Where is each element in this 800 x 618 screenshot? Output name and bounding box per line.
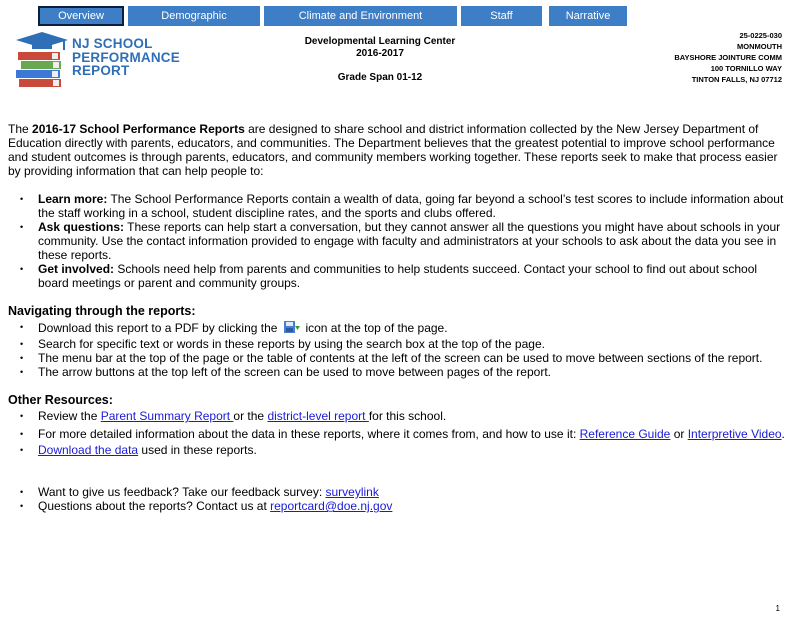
list-item — [8, 351, 788, 365]
bullet-text: for this school. — [368, 409, 447, 423]
tab-demographic[interactable]: Demographic — [128, 6, 260, 26]
nj-spr-logo — [12, 28, 187, 90]
intro-bold: 2016-17 School Performance Reports — [32, 122, 245, 136]
list-item — [8, 220, 788, 262]
list-item — [8, 337, 788, 351]
page-number: 1 — [775, 604, 780, 613]
school-code: 25-0225-030 — [739, 31, 782, 40]
intro-pre: The — [8, 122, 33, 136]
feedback-list — [8, 485, 788, 513]
list-item — [8, 485, 788, 499]
list-item — [8, 499, 788, 513]
district-level-report-link[interactable]: district-level report — [267, 409, 369, 423]
bullet-text: The arrow buttons at the top left of the screen can be used to move between pages of the report. — [38, 365, 551, 379]
help-list — [8, 192, 788, 290]
pdf-download-icon[interactable] — [283, 320, 301, 337]
other-resources-heading: Other Resources: — [8, 393, 113, 407]
tab-climate-environment[interactable]: Climate and Environment — [264, 6, 457, 26]
bullet-text: The School Performance Reports contain a wealth of data, going far beyond a school’s test scores to include information about the staff working in a school, student discipline rates, and the sports and clubs offered. — [38, 192, 784, 220]
navigating-heading: Navigating through the reports: — [8, 304, 196, 318]
bullet-text: . — [781, 427, 785, 441]
bullet-text: Schools need help from parents and communities to help students succeed. Contact your school to find out about school board meetings or parent and community groups. — [38, 262, 758, 290]
list-item — [8, 443, 788, 457]
intro-paragraph — [8, 122, 788, 178]
bullet-label: Learn more: — [38, 192, 108, 206]
download-data-link[interactable]: Download the data — [38, 443, 139, 457]
logo-line3: REPORT — [72, 63, 130, 78]
list-item — [8, 409, 788, 423]
street-address: 100 TORNILLO WAY — [710, 64, 782, 73]
bullet-text: or the — [233, 409, 268, 423]
books-graduation-cap-icon — [12, 28, 72, 90]
interpretive-video-link[interactable]: Interpretive Video — [687, 427, 782, 441]
bullet-label: Ask questions: — [38, 220, 125, 234]
reference-guide-link[interactable]: Reference Guide — [579, 427, 671, 441]
tab-narrative[interactable]: Narrative — [549, 6, 627, 26]
school-name: Developmental Learning Center — [304, 36, 456, 47]
bullet-text: Want to give us feedback? Take our feedback survey: — [38, 485, 326, 499]
city-state-zip: TINTON FALLS, NJ 07712 — [691, 75, 782, 84]
list-item — [8, 262, 788, 290]
resources-list — [8, 409, 788, 457]
contact-email-link[interactable]: reportcard@doe.nj.gov — [270, 499, 393, 513]
bullet-text: These reports can help start a conversation, but they cannot answer all the questions you might have about schools in your community. Use the contact information provided to engage with faculty and administrators at your schools to ask about the data you see in these reports. — [38, 220, 781, 262]
school-year: 2016-2017 — [356, 48, 404, 59]
navigating-list — [8, 320, 788, 379]
bullet-text: Review the — [38, 409, 101, 423]
bullet-text: icon at the top of the page. — [305, 321, 448, 335]
bullet-text: For more detailed information about the data in these reports, where it comes from, and how to use it: — [38, 427, 580, 441]
parent-summary-report-link[interactable]: Parent Summary Report — [100, 409, 234, 423]
survey-link[interactable]: surveylink — [325, 485, 379, 499]
overview-body — [8, 122, 788, 513]
logo-text — [72, 37, 180, 78]
intro-post: are designed to share school and district information collected by the New Jersey Department of Education directly with parents, educators, and communities. The Department believes that the greatest potential to improve school performance and student outcomes is through parents, educators, and community members working together. These reports seek to make that process easier by providing information that can help people to: — [8, 122, 778, 178]
bullet-text: The menu bar at the top of the page or the table of contents at the left of the screen can be used to move between sections of the report. — [38, 351, 763, 365]
list-item — [8, 365, 788, 379]
tab-staff[interactable]: Staff — [461, 6, 542, 26]
bullet-text: or — [670, 427, 688, 441]
logo-line1: NJ SCHOOL — [72, 36, 153, 51]
tab-overview[interactable]: Overview — [38, 6, 124, 26]
grade-span: Grade Span 01-12 — [337, 72, 423, 83]
school-info — [674, 30, 782, 85]
bullet-text: Search for specific text or words in these reports by using the search box at the top of the page. — [38, 337, 545, 351]
list-item — [8, 427, 788, 441]
bullet-text: Download this report to a PDF by clicking the — [38, 321, 278, 335]
logo-line2: PERFORMANCE — [72, 49, 180, 65]
district-name: BAYSHORE JOINTURE COMM — [674, 53, 782, 62]
bullet-label: Get involved: — [38, 262, 115, 276]
list-item — [8, 320, 788, 337]
county-name: MONMOUTH — [737, 42, 782, 51]
bullet-text: Questions about the reports? Contact us at — [38, 499, 271, 513]
list-item — [8, 192, 788, 220]
bullet-text: used in these reports. — [138, 443, 257, 457]
